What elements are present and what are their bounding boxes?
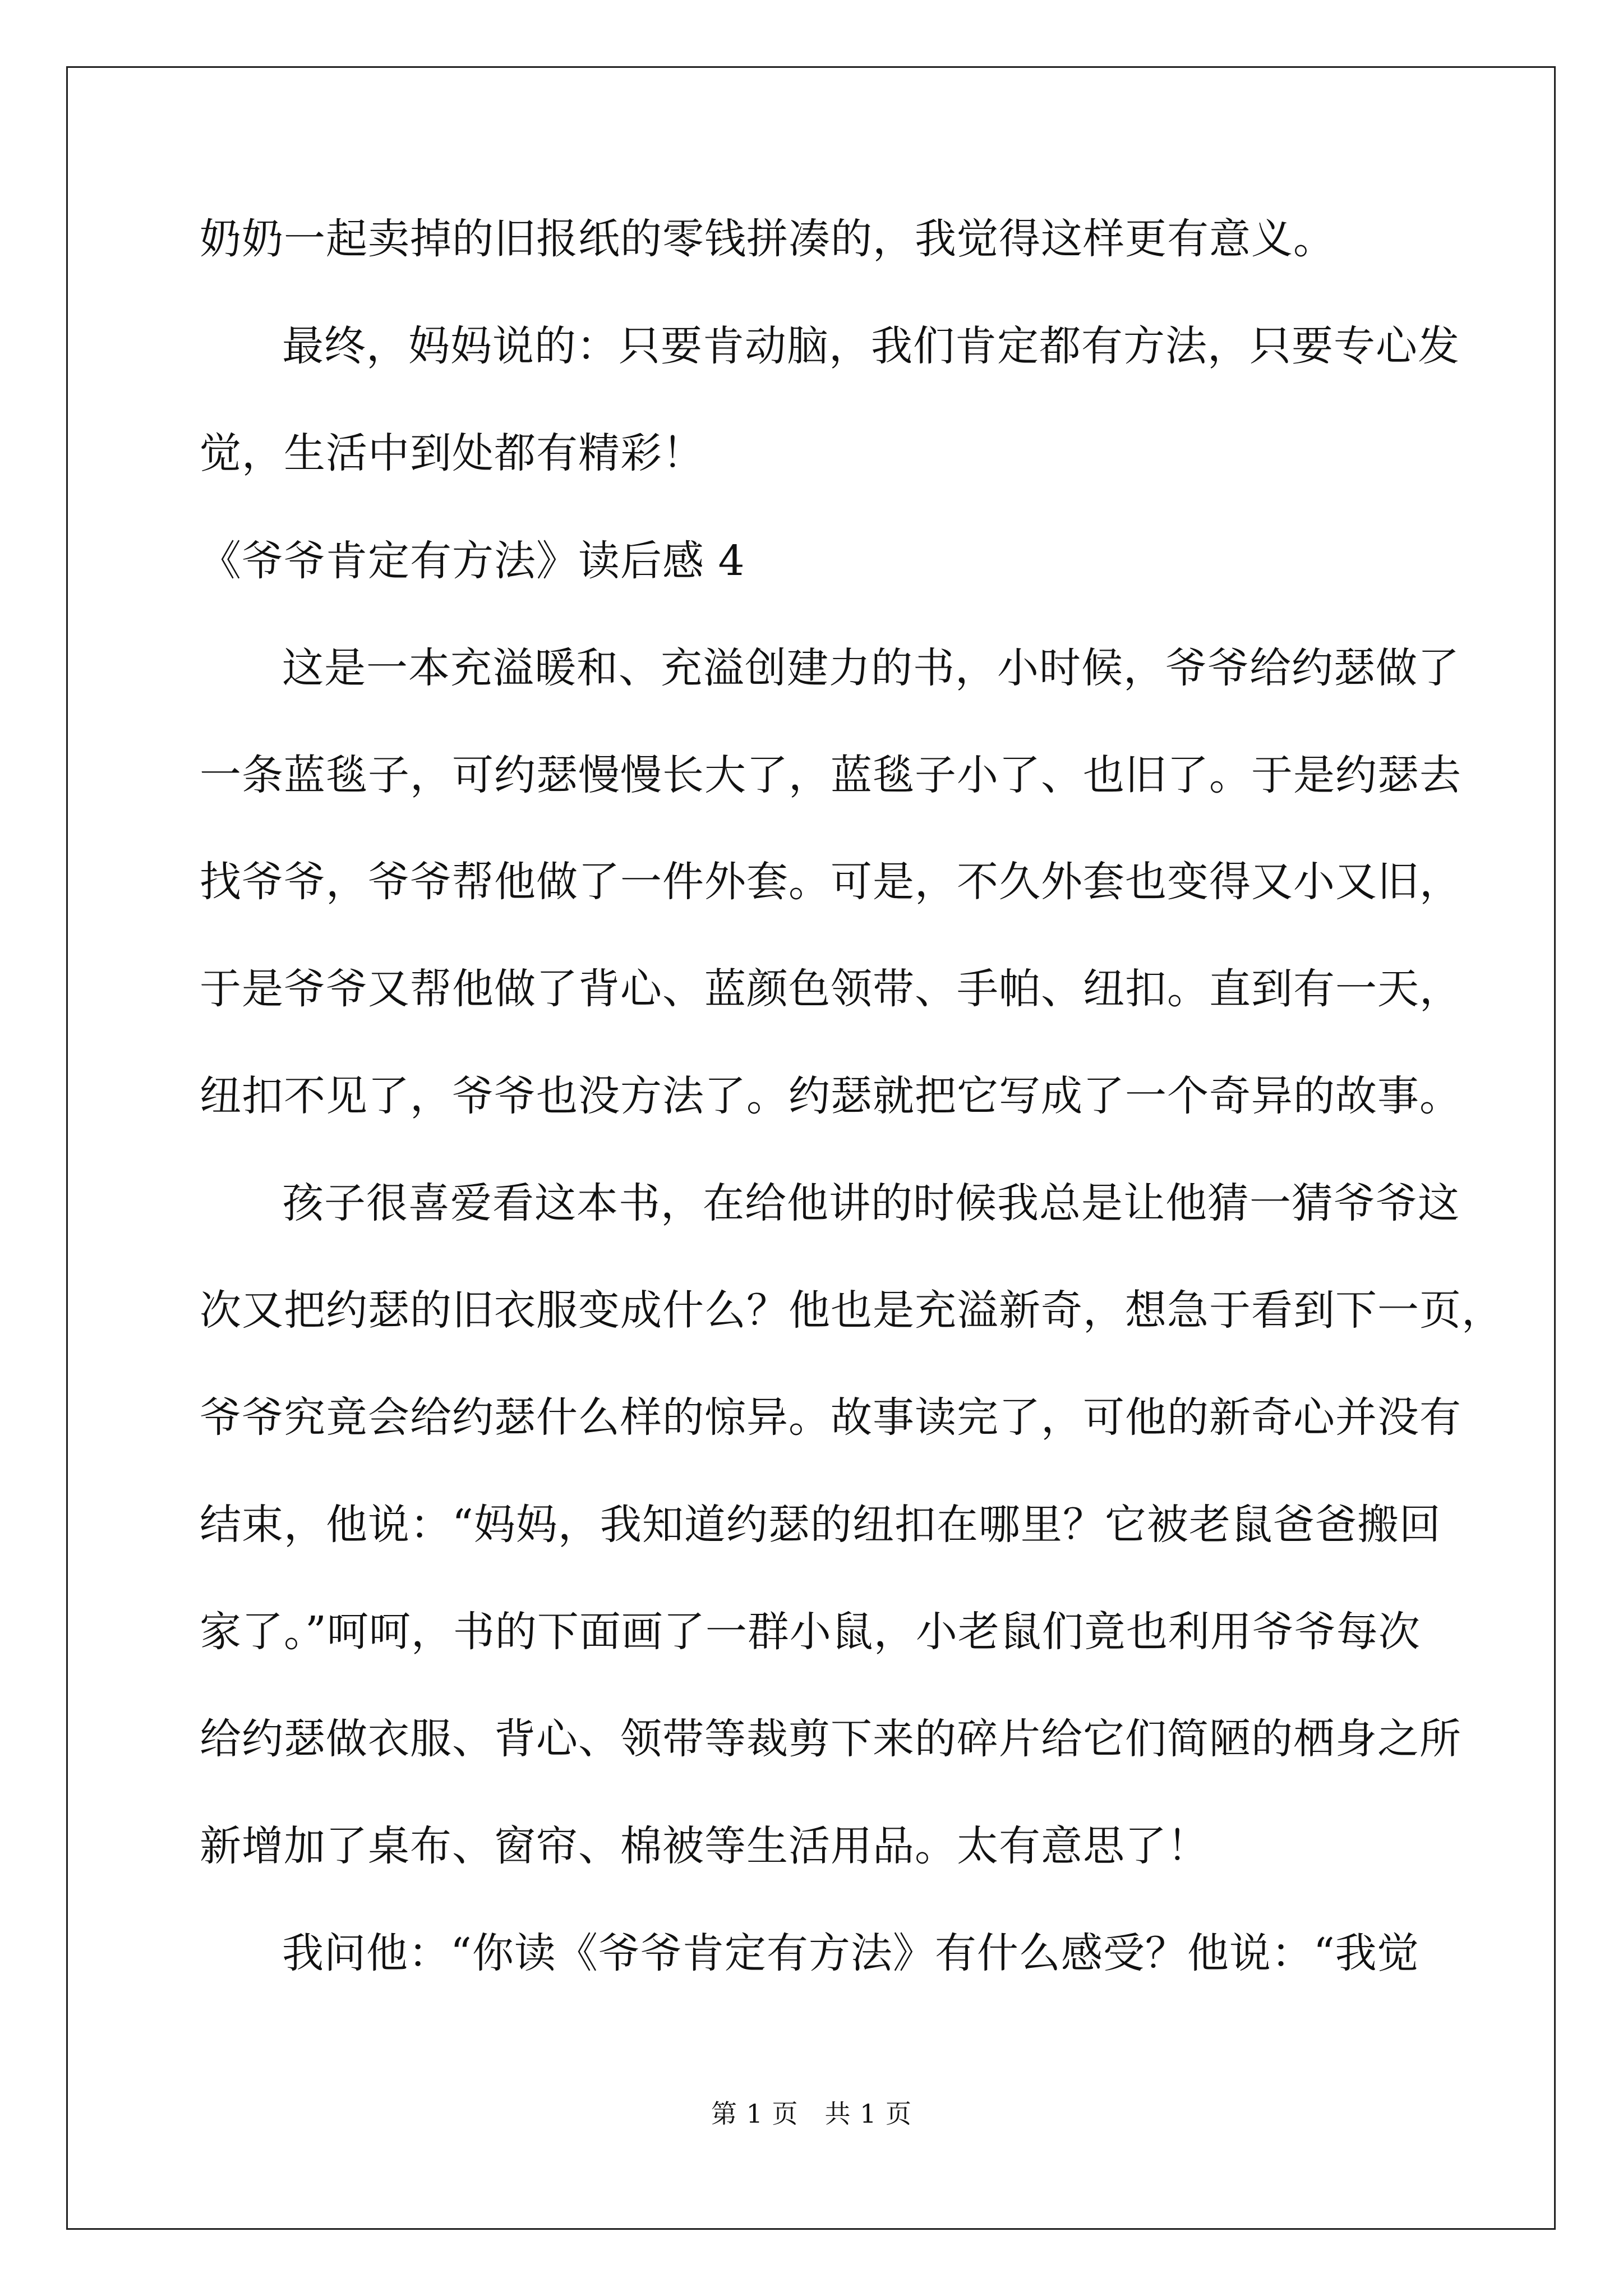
body-line: 一条蓝毯子，可约瑟慢慢长大了，蓝毯子小了、也旧了。于是约瑟去 (200, 751, 1461, 799)
page-border (66, 66, 1556, 2230)
paragraph-start-line: 这是一本充溢暖和、充溢创建力的书，小时候，爷爷给约瑟做了 (282, 644, 1460, 692)
body-line: 家了。”呵呵，书的下面画了一群小鼠，小老鼠们竟也利用爷爷每次 (200, 1608, 1421, 1656)
body-line: 给约瑟做衣服、背心、领带等裁剪下来的碎片给它们简陋的栖身之所 (200, 1715, 1461, 1763)
body-line: 次又把约瑟的旧衣服变成什么？他也是充溢新奇，想急于看到下一页， (200, 1286, 1504, 1335)
body-line: 结束，他说：“妈妈，我知道约瑟的纽扣在哪里？它被老鼠爸爸搬回 (200, 1501, 1441, 1549)
body-line: 爷爷究竟会给约瑟什么样的惊异。故事读完了，可他的新奇心并没有 (200, 1393, 1461, 1442)
body-line: 奶奶一起卖掉的旧报纸的零钱拼凑的，我觉得这样更有意义。 (200, 215, 1335, 263)
body-line: 纽扣不见了，爷爷也没方法了。约瑟就把它写成了一个奇异的故事。 (200, 1072, 1461, 1120)
page-footer: 第 1 页 共 1 页 (711, 2099, 912, 2129)
body-line: 找爷爷，爷爷帮他做了一件外套。可是，不久外套也变得又小又旧， (200, 858, 1461, 906)
paragraph-start-line: 孩子很喜爱看这本书，在给他讲的时候我总是让他猜一猜爷爷这 (282, 1179, 1460, 1227)
section-heading: 《爷爷肯定有方法》读后感 4 (200, 537, 745, 585)
body-line: 于是爷爷又帮他做了背心、蓝颜色领带、手帕、纽扣。直到有一天， (200, 965, 1461, 1013)
body-line: 新增加了桌布、窗帘、棉被等生活用品。太有意思了！ (200, 1822, 1209, 1870)
paragraph-start-line: 最终，妈妈说的：只要肯动脑，我们肯定都有方法，只要专心发 (282, 322, 1460, 370)
paragraph-start-line: 我问他：“你读《爷爷肯定有方法》有什么感受？他说：“我觉 (282, 1929, 1419, 1977)
body-line: 觉，生活中到处都有精彩！ (200, 429, 704, 477)
